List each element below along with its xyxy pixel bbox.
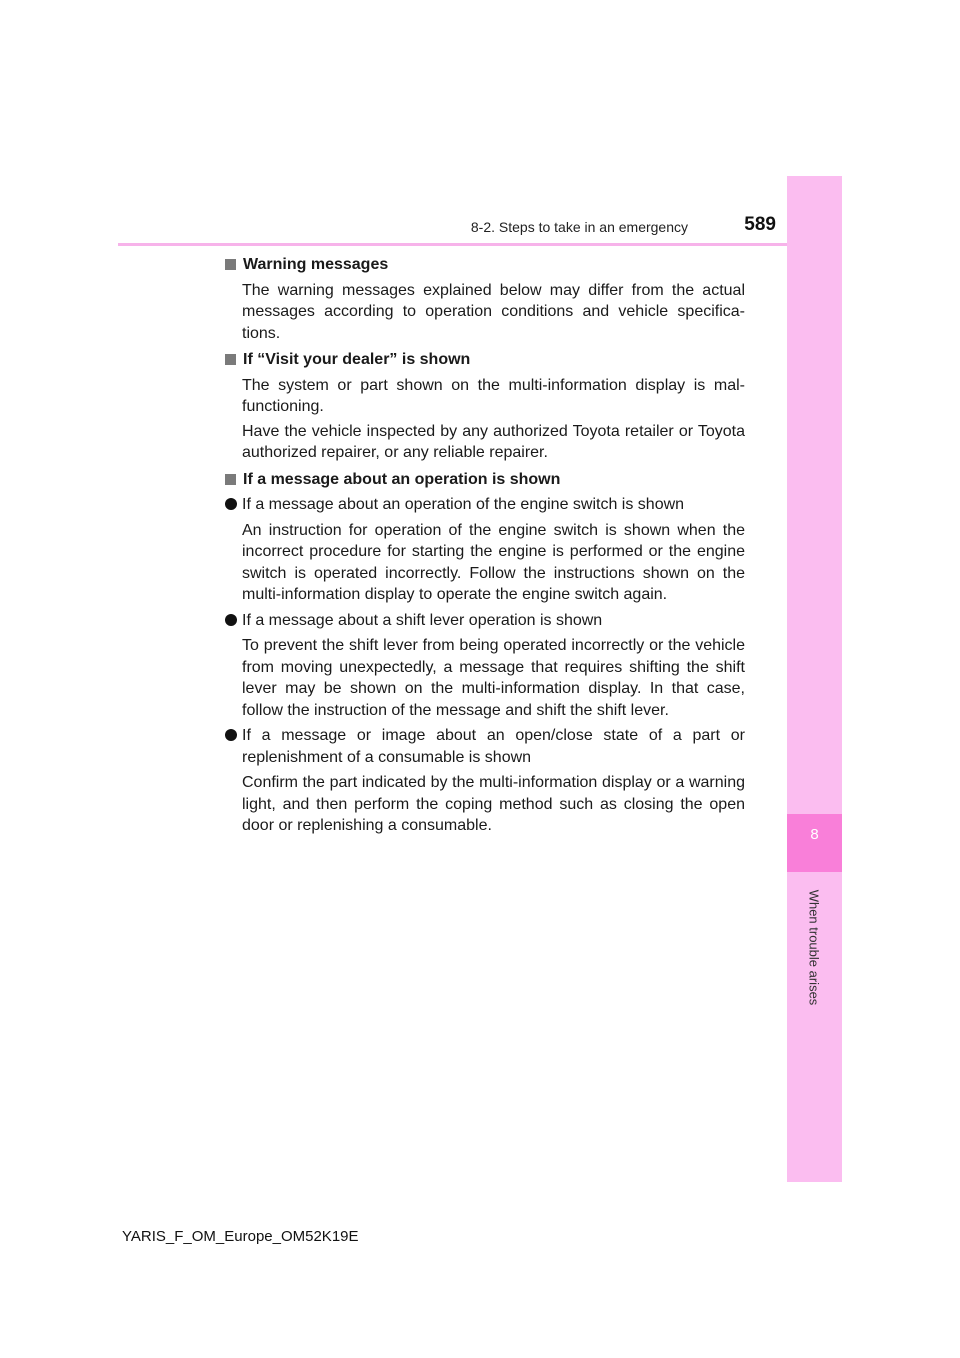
footer-doc-id: YARIS_F_OM_Europe_OM52K19E [122, 1228, 359, 1245]
page-content [225, 254, 745, 842]
header-section-title: 8-2. Steps to take in an emergency [470, 219, 688, 235]
bullet-title: If a message or image about an open/close state of a part or replenishment of a consumable is shown [242, 727, 745, 766]
paragraph: To prevent the shift lever from being operated incorrectly or the vehicle from moving unexpectedly, a message that requires shifting the shift lever may be shown on the multi-information display. In that case, follow the instruction of the message and shift the shift lever. [242, 637, 745, 719]
paragraph: The warning messages explained below may differ from the actual messages according to operation conditions and vehicle specifica-tions. [242, 281, 745, 342]
side-tab-number-box [787, 814, 842, 872]
round-bullet-icon [225, 498, 237, 510]
bullet-item [225, 725, 745, 768]
paragraph: Have the vehicle inspected by any authorized Toyota retailer or Toyota authorized repairer, or any reliable repairer. [242, 422, 745, 461]
side-tab [787, 176, 842, 1182]
section-heading-text: If “Visit your dealer” is shown [243, 351, 471, 368]
bullet-title: If a message about a shift lever operation is shown [242, 611, 603, 629]
section-visit-dealer [225, 349, 745, 464]
side-tab-number: 8 [810, 826, 819, 843]
header-rule [118, 243, 840, 246]
paragraph: Confirm the part indicated by the multi-information display or a warning light, and then perform the coping method such as closing the open door or replenishing a consumable. [242, 774, 745, 834]
section-heading [225, 254, 745, 276]
section-heading [225, 349, 745, 371]
side-tab-title: When trouble arises [806, 889, 822, 1006]
bullet-item [225, 494, 745, 516]
section-heading-text: If a message about an operation is shown [243, 470, 561, 488]
section-operation-message [225, 469, 745, 837]
section-heading [225, 469, 745, 491]
paragraph: An instruction for operation of the engine switch is shown when the incorrect procedure for starting the engine is performed or the engine switch is operated incorrectly. Follow the instructions shown on the multi-information display to operate the engine switch again. [242, 521, 745, 603]
round-bullet-icon [225, 614, 237, 626]
square-bullet-icon [225, 259, 236, 270]
bullet-title: If a message about an operation of the engine switch is shown [242, 496, 685, 513]
paragraph: The system or part shown on the multi-information display is mal-functioning. [242, 376, 745, 415]
page-number: 589 [744, 214, 776, 235]
section-warning-messages [225, 254, 745, 344]
square-bullet-icon [225, 354, 236, 365]
section-heading-text: Warning messages [243, 256, 389, 273]
round-bullet-icon [225, 729, 237, 741]
bullet-item [225, 610, 745, 632]
square-bullet-icon [225, 474, 236, 485]
